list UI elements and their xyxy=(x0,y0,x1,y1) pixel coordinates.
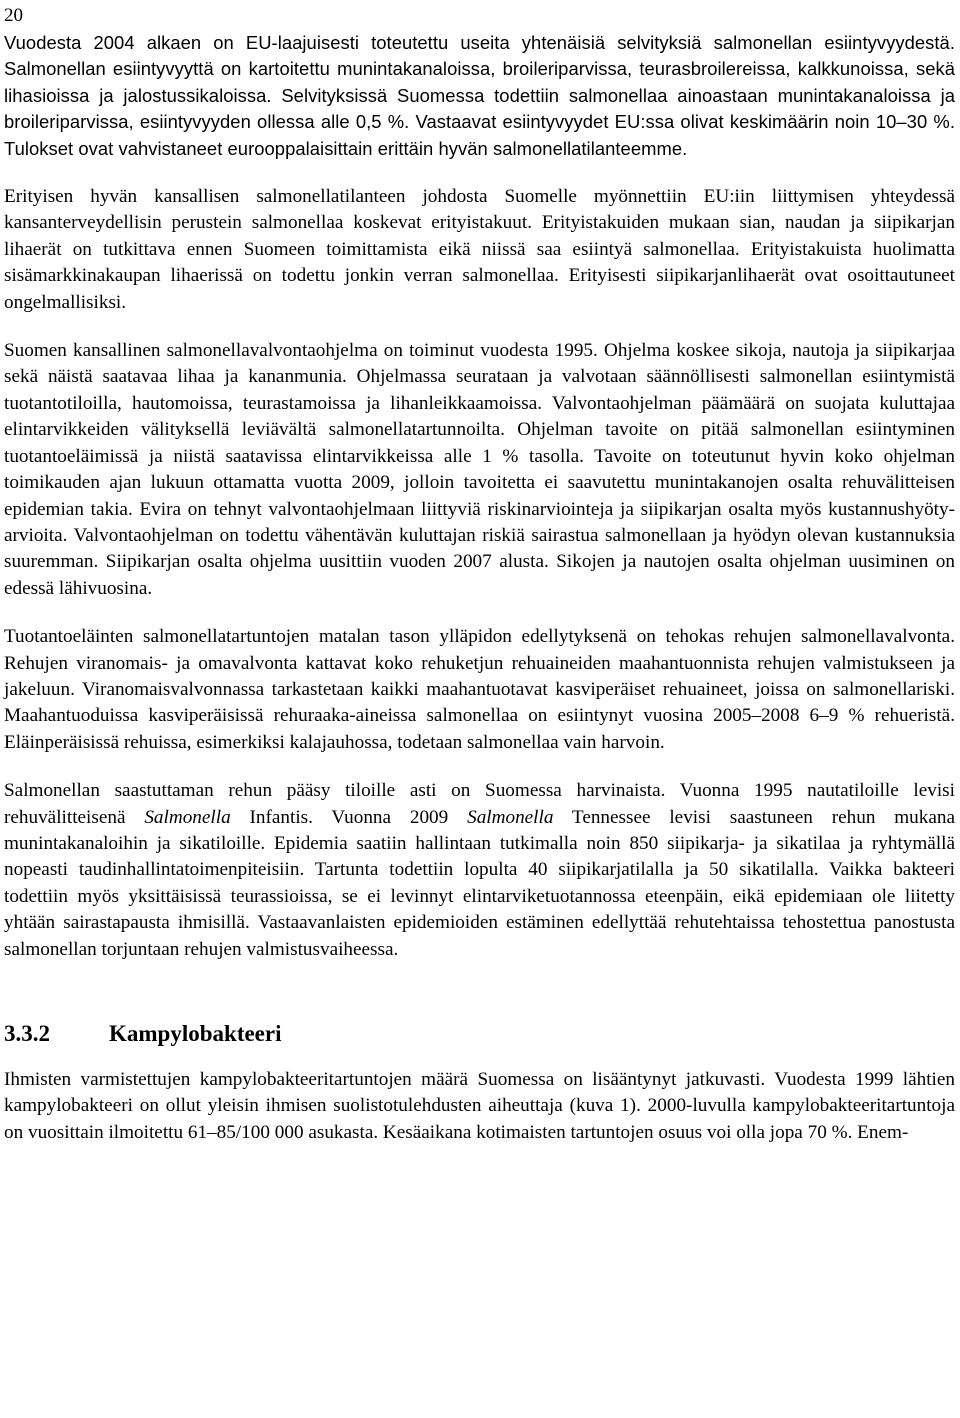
section-title: Kampylobakteeri xyxy=(109,1021,282,1046)
paragraph-control-programme: Suomen kansallinen salmonellavalvontaohjelma on toiminut vuodesta 1995. Ohjelma koskee sikoja, nautoja ja siipikarjaa sekä näistä saatavaa lihaa ja kananmunia. Ohjelmassa seurataan ja valvotaan säännöllisesti salmonellan esiintymistä tuotantotiloilla, hautomoissa, teurastamoissa ja lihanleikkaamoissa. Valvontaohjelman päämäärä on suojata kuluttajaa elintarvikkeiden välityksellä leviävältä salmonellatartunnoilta. Ohjelman tavoite on pitää salmonellan esiintyminen tuotantoeläimissä ja niistä saatavissa elintarvikkeissa alle 1 % tasolla. Tavoite on toteutunut hyvin koko ohjelman toimikauden ajan lukuun ottamatta vuotta 2009, jolloin tavoitetta ei saavutettu munintakanojen osalta rehuvälitteisen epidemian takia. Evira on tehnyt valvontaohjelmaan liittyviä riskinarviointeja ja siipikarjan osalta myös kustannushyöty-arvioita. Valvontaohjelman on todettu vähentävän kuluttajan riskiä sairastua salmonellaan ja hyödyn olevan kustannuksia suuremman. Siipikarjan osalta ohjelma uusittiin vuoden 2007 alusta. Sikojen ja nautojen osalta ohjelman uusiminen on edessä lähivuosina. xyxy=(4,340,955,599)
page-body xyxy=(4,30,955,1146)
paragraph-text: Tennessee levisi saastuneen rehun mukana munintakanaloihin ja sikatiloille. Epidemia saatiin hallintaan tutkimalla noin 850 siipikarja- ja sikatilaa ja ryhtymällä nopeasti taudinhallintatoimenpiteisiin. Tartunta todettiin lopulta 40 siipikarjatilalla ja 50 sikatilalla. Vaikka bakteeri todettiin myös yksittäisissä teurassioissa, se ei levinnyt elintarviketuotannossa eteenpäin, eikä epidemiaan ole liitetty yhtään sairastapausta ihmisillä. Vastaavanlaisten epidemioiden estäminen edellyttää rehutehtaissa tehostettua panostusta salmonellan torjuntaan rehujen valmistusvaiheessa. xyxy=(4,806,955,960)
paragraph-campylobacter: Ihmisten varmistettujen kampylobakteeritartuntojen määrä Suomessa on lisääntynyt jatkuvasti. Vuodesta 1999 lähtien kampylobakteeri on ollut yleisin ihmisen suolistotulehdusten aiheuttaja (kuva 1). 2000-luvulla kampylobakteeritartuntoja on vuosittain ilmoitettu 61–85/100 000 asukasta. Kesäaikana kotimaisten tartuntojen osuus voi olla jopa 70 %. Enem- xyxy=(4,1069,955,1143)
paragraph-eu-surveys: Vuodesta 2004 alkaen on EU-laajuisesti toteutettu useita yhtenäisiä selvityksiä salmonellan esiintyvyydestä. Salmonellan esiintyvyyttä on kartoitettu munintakanaloissa, broileriparvissa, teurasbroilereissa, kalkkunoissa, sekä lihasioissa ja jalostussikaloissa. Selvityksissä Suomessa todettiin salmonellaa ainoastaan munintakanaloissa ja broileriparvissa, esiintyvyyden ollessa alle 0,5 %. Vastaavat esiintyvyydet EU:ssa olivat keskimäärin noin 10–30 %. Tulokset ovat vahvistaneet eurooppalaisittain erittäin hyvän salmonellatilanteemme. xyxy=(4,32,955,159)
species-name: Salmonella xyxy=(144,806,231,828)
paragraph-feed-control: Tuotantoeläinten salmonellatartuntojen matalan tason ylläpidon edellytyksenä on tehokas rehujen salmonellavalvonta. Rehujen viranomais- ja omavalvonta kattavat koko rehuketjun rehuaineiden maahantuonnista rehujen valmistukseen ja jakeluun. Viranomaisvalvonnassa tarkastetaan kaikki maahantuotavat kasviperäiset rehuaineet, joissa on salmonellariski. Maahantuoduissa kasviperäisissä rehuraaka-aineissa salmonellaa on esiintynyt vuosina 2005–2008 6–9 % rehueristä. Eläinperäisissä rehuissa, esimerkiksi kalajauhossa, todetaan salmonellaa vain harvoin. xyxy=(4,626,955,753)
paragraph-text: Salmonellan saastuttaman rehun pääsy tiloille asti on Suomessa harvinaista. Vuonna 1995 nautatiloille levisi rehuvälitteisenä xyxy=(4,780,955,828)
page-number: 20 xyxy=(4,5,23,26)
species-name: Salmonella xyxy=(467,806,554,828)
paragraph-text: Infantis. Vuonna 2009 xyxy=(230,806,468,828)
section-heading xyxy=(4,1019,955,1049)
paragraph-feed-outbreaks xyxy=(4,778,955,963)
section-number: 3.3.2 xyxy=(4,1021,50,1046)
paragraph-special-guarantees: Erityisen hyvän kansallisen salmonellatilanteen johdosta Suomelle myönnettiin EU:iin liittymisen yhteydessä kansanterveydellisin perustein salmonellaa koskevat erityistakuut. Erityistakuiden mukaan sian, naudan ja siipikarjan lihaerät on tutkittava ennen Suomeen toimittamista eikä niissä saa esiintyä salmonellaa. Erityistakuista huolimatta sisämarkkinakaupan lihaerissä on todettu jonkin verran salmonellaa. Erityisesti siipikarjanlihaerät ovat osoittautuneet ongelmallisiksi. xyxy=(4,186,955,313)
